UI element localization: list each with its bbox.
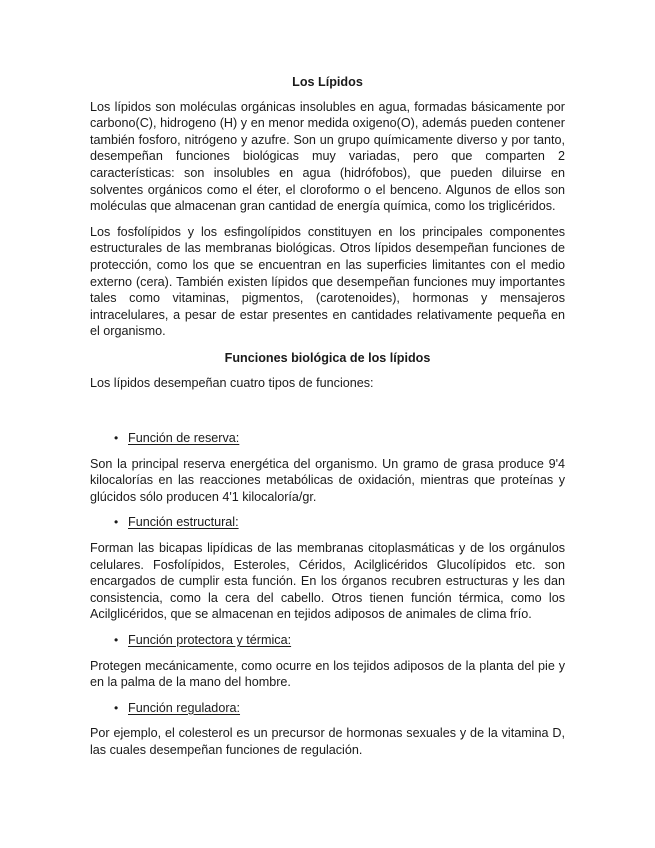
section-title: Funciones biológica de los lípidos xyxy=(224,350,431,365)
function-reserva-text: Son la principal reserva energética del organismo. Un gramo de grasa produce 9'4 kilocalorías en las reacciones metabólicas de oxidación, mientras que proteínas y glúcidos sólo producen 4'1 kilocaloría/gr. xyxy=(90,456,565,504)
function-label: Función protectora y térmica: xyxy=(128,633,292,648)
spacer xyxy=(90,400,565,430)
function-label: Función de reserva: xyxy=(128,431,240,446)
function-reserva-heading xyxy=(90,430,565,447)
function-reguladora-heading xyxy=(90,700,565,717)
function-estructural-text: Forman las bicapas lipídicas de las membranas citoplasmáticas y de los orgánulos celulares. Fosfolípidos, Esteroles, Céridos, Acilglicéridos Glucolípidos etc. son encargados de cumplir esta función. En los órganos recubren estructuras y les dan consistencia, como la cera del cabello. Otros tienen función térmica, como los Acilglicéridos, que se almacenan en tejidos adiposos de animales de clima frío. xyxy=(90,541,565,622)
intro-paragraph-1: Los lípidos son moléculas orgánicas insolubles en agua, formadas básicamente por carbono(C), hidrogeno (H) y en menor medida oxigeno(O), además pueden contener también fosforo, nitrógeno y azufre. Son un grupo químicamente diverso y por tanto, desempeñan funciones biológicas muy variadas, pero que comparten 2 características: son insolubles en agua (hidrófobos), que pueden diluirse en solventes orgánicos como el éter, el cloroformo o el benceno. Algunos de ellos son moléculas que almacenan gran cantidad de energía química, como los triglicéridos. xyxy=(90,99,565,214)
function-reguladora-text: Por ejemplo, el colesterol es un precursor de hormonas sexuales y de la vitamina D, las cuales desempeñan funciones de regulación. xyxy=(90,726,565,757)
function-estructural-heading xyxy=(90,514,565,531)
function-protectora-heading xyxy=(90,632,565,649)
intro-paragraph-2: Los fosfolípidos y los esfingolípidos constituyen en los principales componentes estructurales de las membranas biológicas. Otros lípidos desempeñan funciones de protección, como los que se encuentran en las superficies limitantes con el medio externo (cera). También existen lípidos que desempeñan funciones muy importantes tales como vitaminas, pigmentos, (carotenoides), hormonas y mensajeros intracelulares, a pesar de estar presentes en cantidades relativamente pequeña en el organismo. xyxy=(90,224,565,339)
bullet-icon: • xyxy=(114,515,119,530)
bullet-icon: • xyxy=(114,700,119,715)
function-label: Función estructural: xyxy=(128,515,239,530)
function-label: Función reguladora: xyxy=(128,700,241,715)
bullet-icon: • xyxy=(114,633,119,648)
bullet-icon: • xyxy=(114,431,119,446)
lead-paragraph: Los lípidos desempeñan cuatro tipos de funciones: xyxy=(90,375,374,390)
document-page xyxy=(90,74,565,768)
function-protectora-text: Protegen mecánicamente, como ocurre en los tejidos adiposos de la planta del pie y en la palma de la mano del hombre. xyxy=(90,658,565,690)
document-title: Los Lípidos xyxy=(292,75,363,89)
